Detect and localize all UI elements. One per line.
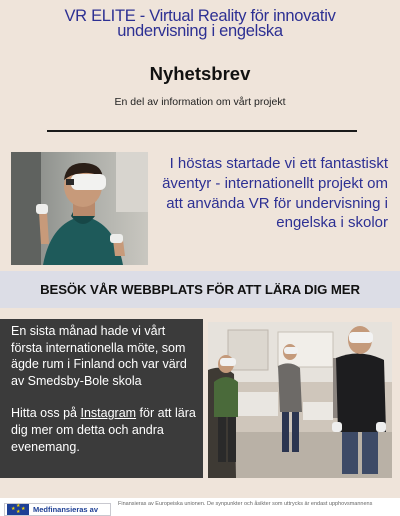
project-title-line-2: undervisning i engelska (117, 22, 283, 40)
eu-cofunded-badge (4, 503, 111, 516)
project-title-line-1: VR ELITE - Virtual Reality för innovativ (64, 7, 336, 25)
intro-text: I höstas startade vi ett fantastiskt äventyr - internationellt projekt om att använda VR för undervisning i engelska i skolor (162, 155, 388, 232)
funding-disclaimer: Finansieras av Europeiska unionen. De synpunkter och åsikter som uttrycks är endast upphovsmannens (118, 501, 373, 507)
eu-flag-icon: ★ ★ ★ ★ (7, 504, 29, 515)
instagram-paragraph (11, 405, 197, 455)
vr-headset-student-photo (11, 152, 148, 265)
newsletter-title: Nyhetsbrev (149, 63, 251, 84)
info-box (0, 319, 203, 478)
website-banner[interactable]: BESÖK VÅR WEBBPLATS FÖR ATT LÄRA DIG MER (0, 271, 400, 308)
divider-line (47, 130, 357, 132)
footer (0, 498, 400, 516)
newsletter-subtitle: En del av information om vårt projekt (114, 96, 286, 108)
instagram-prefix: Hitta oss på (11, 406, 81, 421)
instagram-suffix: för att lära dig mer om detta och andra evenemang. (11, 406, 196, 454)
classroom-vr-photo (208, 322, 392, 478)
meeting-paragraph: En sista månad hade vi vårt första internationella möte, som ägde rum i Finland och var värd av Smedsby-Bole skola (11, 324, 187, 388)
project-title (0, 9, 400, 39)
eu-cofunded-label: Medfinansieras av (33, 505, 99, 514)
instagram-link[interactable]: Instagram (80, 406, 137, 421)
